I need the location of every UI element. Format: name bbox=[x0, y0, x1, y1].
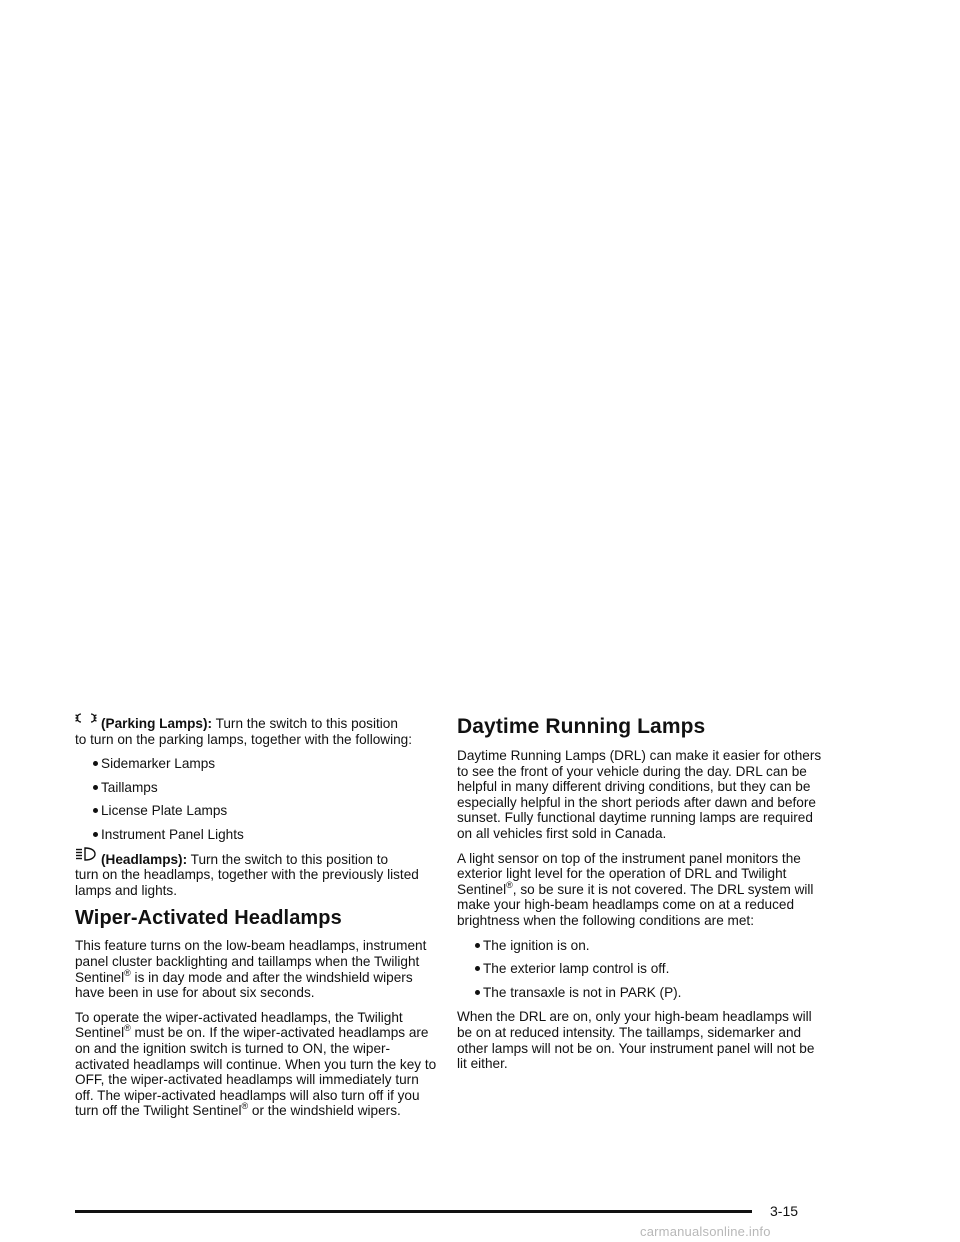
wiper-p1-text-b: is in day mode and after the windshield wipers have been in use for about six seconds. bbox=[75, 969, 413, 1001]
watermark: carmanualsonline.info bbox=[640, 1224, 771, 1239]
wiper-p2-text-c: or the windshield wipers. bbox=[248, 1103, 401, 1119]
parking-lamps-label: (Parking Lamps): bbox=[101, 716, 213, 731]
parking-lamps-rest: to turn on the parking lamps, together with the following: bbox=[75, 731, 413, 747]
list-item: Taillamps bbox=[95, 780, 440, 796]
list-item: Sidemarker Lamps bbox=[95, 756, 440, 772]
left-column bbox=[75, 716, 440, 1128]
parking-lamps-lead bbox=[75, 716, 440, 732]
wiper-paragraph-2 bbox=[75, 1010, 440, 1119]
list-item: Instrument Panel Lights bbox=[95, 827, 440, 843]
drl-conditions-list bbox=[457, 938, 827, 1001]
wiper-headlamps-heading: Wiper-Activated Headlamps bbox=[75, 907, 342, 930]
wiper-paragraph-1 bbox=[75, 938, 440, 1000]
registered-mark: ® bbox=[506, 879, 513, 890]
headlamps-icon bbox=[75, 846, 97, 866]
parking-lamps-list bbox=[75, 756, 440, 842]
wiper-p1-text-a: This feature turns on the low-beam headlamps, instrument panel cluster backlighting and taillamps when the Twilight Sentinel bbox=[75, 938, 427, 985]
parking-lamps-line1: Turn the switch to this position bbox=[212, 716, 398, 731]
registered-mark: ® bbox=[124, 967, 131, 978]
drl-paragraph-1: Daytime Running Lamps (DRL) can make it easier for others to see the front of your vehicle during the day. DRL can be helpful in many different driving conditions, but they can be especially helpful in the short periods after dawn and before sunset. Fully functional daytime running lamps are required on all vehicles first sold in Canada. bbox=[457, 748, 822, 841]
headlamps-rest: turn on the headlamps, together with the previously listed lamps and lights. bbox=[75, 867, 419, 898]
headlamps-paragraph bbox=[75, 852, 440, 899]
page-number: 3-15 bbox=[770, 1203, 799, 1219]
list-item: The ignition is on. bbox=[477, 938, 827, 954]
headlamps-lead bbox=[75, 852, 440, 868]
drl-paragraph-3: When the DRL are on, only your high-beam headlamps will be on at reduced intensity. The taillamps, sidemarker and other lamps will not be on. Your instrument panel will not be lit either. bbox=[457, 1009, 815, 1072]
drl-p2-text-a: A light sensor on top of the instrument panel monitors the exterior light level for the operation of DRL and Twilight Sentinel bbox=[457, 850, 801, 897]
registered-mark: ® bbox=[124, 1023, 131, 1034]
right-column bbox=[457, 716, 827, 1081]
headlamps-line1: Turn the switch to this position to bbox=[187, 851, 389, 867]
headlamps-label: (Headlamps): bbox=[101, 851, 188, 867]
wiper-p2-text-b: must be on. If the wiper-activated headlamps are on and the ignition switch is turned to ON, the wiper-activated headlamps will continue. When you turn the key to OFF, the wiper-activated headlamps will immediately turn off. The wiper-activated headlamps will also turn off if you turn off the Twilight Sentinel bbox=[75, 1025, 437, 1119]
wiper-p2-text-a: To operate the wiper-activated headlamps, the Twilight Sentinel bbox=[75, 1009, 403, 1041]
drl-paragraph-2 bbox=[457, 851, 827, 929]
parking-lamps-icon bbox=[75, 710, 97, 730]
list-item: The exterior lamp control is off. bbox=[477, 961, 827, 977]
list-item: The transaxle is not in PARK (P). bbox=[477, 985, 827, 1001]
list-item: License Plate Lamps bbox=[95, 803, 440, 819]
drl-p2-text-b: , so be sure it is not covered. The DRL system will make your high-beam headlamps come on at a reduced brightness when the following conditions are met: bbox=[457, 881, 814, 928]
footer-rule bbox=[75, 1210, 752, 1213]
registered-mark: ® bbox=[241, 1101, 249, 1112]
drl-heading: Daytime Running Lamps bbox=[457, 715, 706, 738]
parking-lamps-paragraph bbox=[75, 716, 440, 747]
